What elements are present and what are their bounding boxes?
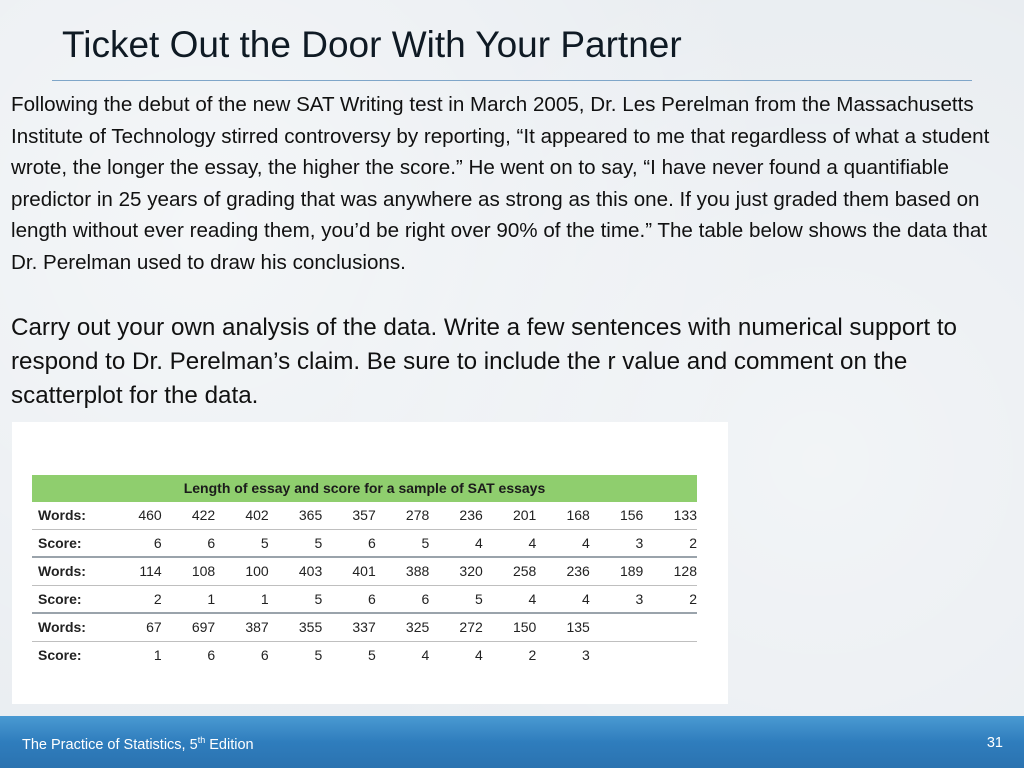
word-count-cell: 697 [162, 613, 216, 641]
score-cell: 5 [429, 585, 483, 613]
word-count-cell: 278 [376, 502, 430, 529]
score-cell: 3 [590, 585, 644, 613]
score-label: Score: [32, 529, 108, 557]
word-count-cell: 460 [108, 502, 162, 529]
score-cell: 5 [314, 646, 323, 663]
score-cell: 1 [215, 585, 269, 613]
score-cell: 5 [269, 529, 323, 557]
score-cell: 5 [269, 585, 323, 613]
word-count-cell: 189 [590, 557, 644, 585]
word-count-cell: 114 [108, 557, 162, 585]
score-label: Score: [32, 585, 108, 613]
word-count-cell: 402 [215, 502, 269, 529]
word-count-cell: 320 [429, 557, 483, 585]
task-paragraph: Carry out your own analysis of the data. Write a few sentences with numerical support to respond to Dr. Perelman’s claim. Be sure to include the r value and comment on the scatterplot for the data. [11, 314, 958, 409]
word-count-cell: 403 [269, 557, 323, 585]
word-count-cell [590, 613, 644, 641]
word-count-cell: 67 [108, 613, 162, 641]
word-count-cell: 128 [643, 557, 697, 585]
intro-paragraph: Following the debut of the new SAT Writing test in March 2005, Dr. Les Perelman from the Massachusetts Institute of Technology stirred controversy by reporting, “It appeared to me that regardless of what a student wrote, the longer the essay, the higher the score.” He went on to say, “I have never found a quantifiable predictor in 25 years of grading that was anywhere as strong as this one. If you just graded them based on length without ever reading them, you’d be right over 90% of the time.” The table below shows the data that Dr. Perelman used to draw his conclusions. [11, 93, 990, 274]
score-cell: 4 [429, 529, 483, 557]
score-cell [643, 641, 697, 668]
score-cell: 6 [207, 646, 216, 663]
word-count-cell: 236 [536, 557, 590, 585]
score-cell: 6 [108, 529, 162, 557]
score-label: Score: [38, 646, 82, 663]
words-label: Words: [32, 557, 108, 585]
footer-bar [0, 716, 1024, 768]
title-divider [52, 80, 972, 81]
score-cell: 2 [108, 585, 162, 613]
score-cell: 4 [483, 529, 537, 557]
score-cell: 4 [536, 585, 590, 613]
score-cell: 4 [483, 585, 537, 613]
word-count-cell: 156 [590, 502, 644, 529]
page-number: 31 [986, 735, 1003, 751]
word-count-cell: 365 [269, 502, 323, 529]
word-count-cell: 325 [376, 613, 430, 641]
score-cell: 6 [260, 646, 269, 663]
table-row [32, 529, 697, 557]
word-count-cell: 357 [322, 502, 376, 529]
score-cell: 6 [322, 529, 376, 557]
word-count-cell: 272 [429, 613, 483, 641]
score-cell [590, 641, 644, 668]
table-row [32, 613, 697, 641]
word-count-cell: 168 [536, 502, 590, 529]
edition-superscript: th [197, 735, 206, 745]
word-count-cell: 150 [483, 613, 537, 641]
score-cell: 6 [162, 529, 216, 557]
table-row [32, 557, 697, 585]
word-count-cell: 388 [376, 557, 430, 585]
word-count-cell: 258 [483, 557, 537, 585]
word-count-cell: 135 [536, 613, 590, 641]
score-cell: 4 [474, 646, 483, 663]
score-cell: 2 [528, 646, 537, 663]
score-cell: 5 [215, 529, 269, 557]
score-cell: 3 [590, 529, 644, 557]
word-count-cell: 100 [215, 557, 269, 585]
words-label: Words: [32, 502, 108, 529]
score-cell: 1 [162, 585, 216, 613]
word-count-cell: 401 [322, 557, 376, 585]
table-caption: Length of essay and score for a sample of SAT essays [32, 475, 697, 502]
word-count-cell: 387 [215, 613, 269, 641]
score-cell: 2 [643, 529, 697, 557]
score-cell: 5 [367, 646, 376, 663]
word-count-cell: 236 [429, 502, 483, 529]
score-cell: 3 [582, 646, 590, 663]
score-cell: 4 [421, 646, 430, 663]
slide-title: Ticket Out the Door With Your Partner [62, 24, 682, 65]
word-count-cell: 201 [483, 502, 537, 529]
score-cell: 1 [153, 646, 162, 663]
word-count-cell [643, 613, 697, 641]
words-label: Words: [32, 613, 108, 641]
footer-book-title: The Practice of Statistics, 5th Edition [22, 735, 254, 753]
score-cell: 6 [376, 585, 430, 613]
word-count-cell: 422 [162, 502, 216, 529]
data-table-panel [12, 422, 728, 704]
word-count-cell: 108 [162, 557, 216, 585]
table-row [32, 502, 697, 529]
table-row [32, 585, 697, 613]
table-row [32, 641, 697, 668]
word-count-cell: 355 [269, 613, 323, 641]
score-cell: 4 [536, 529, 590, 557]
word-count-cell: 337 [322, 613, 376, 641]
word-count-cell: 133 [643, 502, 697, 529]
score-cell: 6 [322, 585, 376, 613]
score-cell: 5 [376, 529, 430, 557]
essay-data-table [32, 502, 697, 668]
score-cell: 2 [643, 585, 697, 613]
